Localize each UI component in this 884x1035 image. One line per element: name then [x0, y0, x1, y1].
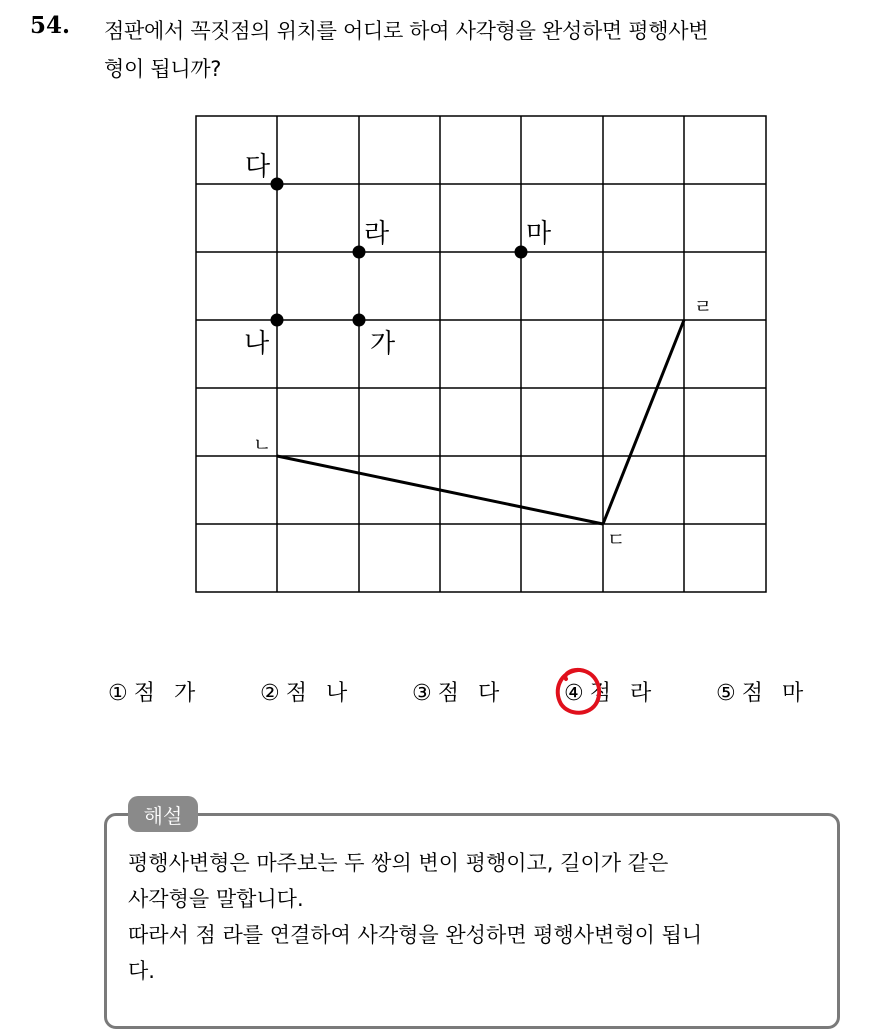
vertex-label-nieun: ㄴ	[253, 434, 272, 456]
explanation-text	[128, 845, 828, 989]
question-number: 54.	[30, 12, 71, 39]
choice-3-number: ③	[412, 681, 432, 706]
point-label-na: 나	[244, 329, 270, 359]
choice-5-label: 점 마	[741, 681, 810, 706]
explanation-line-2: 사각형을 말합니다.	[128, 887, 304, 911]
question-line-1: 점판에서 꼭짓점의 위치를 어디로 하여 사각형을 완성하면 평행사변	[104, 19, 709, 43]
vertex-label-digeut: ㄷ	[607, 529, 626, 551]
choice-1-number: ①	[108, 681, 128, 706]
point-label-ra: 라	[364, 219, 390, 249]
vertex-label-rieul: ㄹ	[694, 296, 713, 318]
point-label-da: 다	[245, 152, 271, 182]
choice-2-label: 점 나	[285, 681, 354, 706]
choice-2-number: ②	[260, 681, 280, 706]
explanation-line-1: 평행사변형은 마주보는 두 쌍의 변이 평행이고, 길이가 같은	[128, 851, 669, 875]
choice-3-label: 점 다	[437, 681, 506, 706]
explanation-line-4: 다.	[128, 959, 155, 983]
point-label-ga: 가	[370, 329, 396, 359]
choice-1-label: 점 가	[133, 681, 202, 706]
choice-5-number: ⑤	[716, 681, 736, 706]
point-label-ma: 마	[526, 219, 552, 249]
choice-4-label: 점 라	[589, 681, 658, 706]
explanation-title: 해설	[128, 796, 198, 832]
question-line-2: 형이 됩니까?	[104, 57, 222, 81]
choice-4-number: ④	[564, 681, 584, 706]
explanation-line-3: 따라서 점 라를 연결하여 사각형을 완성하면 평행사변형이 됩니	[128, 923, 703, 947]
